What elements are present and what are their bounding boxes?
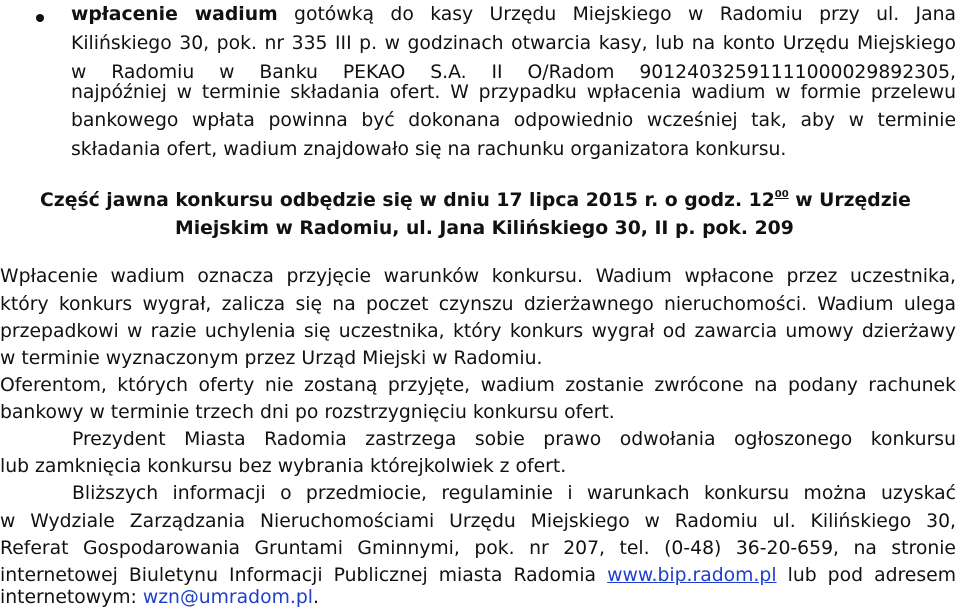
text-run: . xyxy=(312,587,319,608)
body-line: który konkurs wygrał, zalicza się na poczet czynszu dzierżawnego nieruchomości. Wadium ulega xyxy=(0,294,956,315)
text-run: internetowej Biuletynu Informacji Publicznej miasta Radomia xyxy=(0,565,608,586)
bip-website-link[interactable]: www.bip.radom.pl xyxy=(607,565,777,586)
bullet-line-1 xyxy=(71,0,956,30)
text-run: w Urzędzie xyxy=(788,190,911,211)
bullet-line-6: składania ofert, wadium znajdowało się na rachunku organizatora konkursu. xyxy=(71,139,787,160)
body-line: w terminie wyznaczonym przez Urząd Miejski w Radomiu. xyxy=(0,348,543,369)
body-line: w Wydziale Zarządzania Nieruchomościami Urzędu Miejskiego w Radomiu ul. Kilińskiego 30, xyxy=(0,511,956,532)
bullet-line-3: w Radomiu w Banku PEKAO S.A. II O/Radom 90124032591111000029892305, xyxy=(71,62,956,83)
text-run: gotówką do kasy Urzędu Miejskiego w Radomiu przy ul. Jana xyxy=(277,4,956,25)
body-line: bankowy w terminie trzech dni po rozstrzygnięciu konkursu ofert. xyxy=(0,402,615,423)
body-line: Wpłacenie wadium oznacza przyjęcie warunków konkursu. Wadium wpłacone przez uczestnika, xyxy=(0,266,956,287)
text-run: internetowym: xyxy=(0,587,143,608)
body-line: przepadkowi w razie uchylenia się uczestnika, który konkurs wygrał od zawarcia umowy dzierżawy xyxy=(0,321,956,342)
bullet-icon xyxy=(36,14,44,22)
public-part-line-2: Miejskim w Radomiu, ul. Jana Kilińskiego 30, II p. pok. 209 xyxy=(175,218,794,239)
bold-lead: wpłacenie wadium xyxy=(71,4,278,25)
body-line: Bliższych informacji o przedmiocie, regulaminie i warunkach konkursu można uzyskać xyxy=(72,483,956,504)
body-line: Oferentom, których oferty nie zostaną przyjęte, wadium zostanie zwrócone na podany rachunek xyxy=(0,375,956,396)
body-line: Referat Gospodarowania Gruntami Gminnymi, pok. nr 207, tel. (0-48) 36-20-659, na stronie xyxy=(0,538,956,559)
text-run: Część jawna konkursu odbędzie się w dniu 17 lipca 2015 r. o godz. 12 xyxy=(40,190,775,211)
public-part-line-1 xyxy=(40,186,911,216)
bullet-line-2: Kilińskiego 30, pok. nr 335 III p. w godzinach otwarcia kasy, lub na konto Urzędu Miejskiego xyxy=(71,33,956,54)
text-run: lub pod adresem xyxy=(776,565,956,586)
body-line: Prezydent Miasta Radomia zastrzega sobie prawo odwołania ogłoszonego konkursu xyxy=(72,429,956,450)
email-link[interactable]: wzn@umradom.pl xyxy=(142,587,313,608)
bullet-line-5: bankowego wpłata powinna być dokonana odpowiednio wcześniej tak, aby w terminie xyxy=(71,110,956,131)
body-line: lub zamknięcia konkursu bez wybrania którejkolwiek z ofert. xyxy=(0,456,567,477)
body-line xyxy=(0,583,319,613)
bullet-line-4: najpóźniej w terminie składania ofert. W przypadku wpłacenia wadium w formie przelewu xyxy=(71,82,956,103)
hour-superscript: 00 xyxy=(774,189,789,200)
